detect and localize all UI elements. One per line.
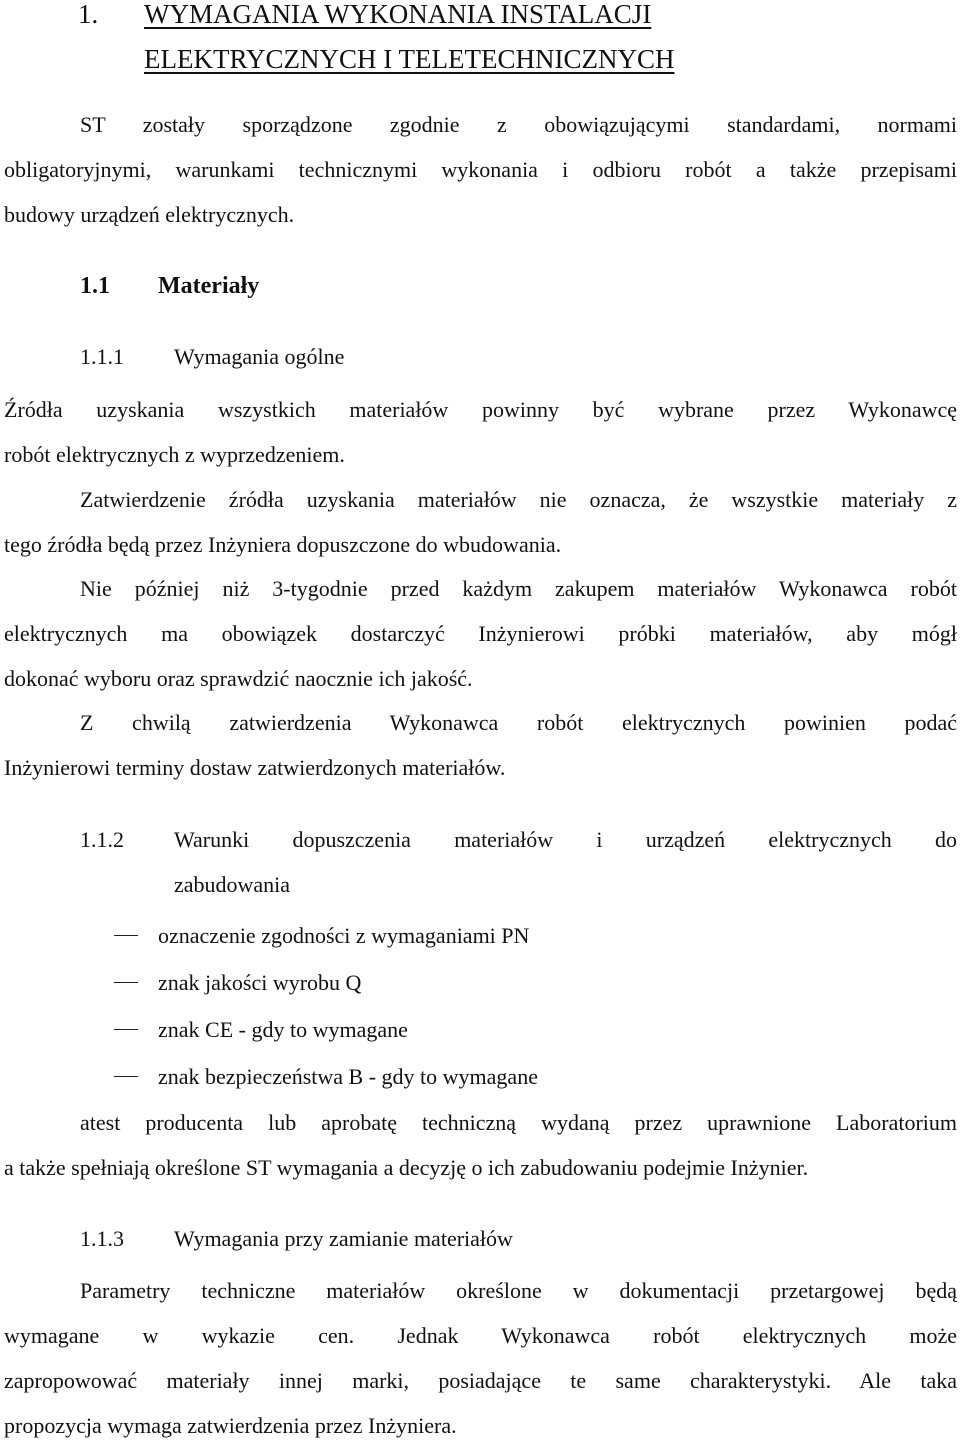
paragraph-line: dokonać wyboru oraz sprawdzić naocznie ich jakość. bbox=[4, 666, 473, 691]
paragraph-line: tego źródła będą przez Inżyniera dopuszczone do wbudowania. bbox=[4, 532, 562, 557]
paragraph-line: budowy urządzeń elektrycznych. bbox=[4, 202, 295, 227]
dash-bullet-icon bbox=[114, 1076, 138, 1077]
list-item-text: znak jakości wyrobu Q bbox=[158, 970, 362, 995]
list-item bbox=[114, 1010, 408, 1050]
paragraph-attestation bbox=[4, 1100, 957, 1190]
paragraph-line: atest producenta lub aprobatę techniczną wydaną przez uprawnione Laboratorium bbox=[80, 1110, 957, 1135]
list-item-text: znak CE - gdy to wymagane bbox=[158, 1017, 408, 1042]
subsubsection-title: Wymagania przy zamianie materiałów bbox=[174, 1226, 513, 1251]
section-title-line-2: ELEKTRYCZNYCH I TELETECHNICZNYCH bbox=[144, 44, 675, 74]
paragraph-line: Zatwierdzenie źródła uzyskania materiałów nie oznacza, że wszystkie materiały z bbox=[80, 487, 957, 512]
dash-bullet-icon bbox=[114, 982, 138, 983]
paragraph-approval bbox=[4, 477, 957, 567]
paragraph-line: Z chwilą zatwierdzenia Wykonawca robót elektrycznych powinien podać bbox=[80, 710, 957, 735]
dash-bullet-icon bbox=[114, 1029, 138, 1030]
subsubsection-number: 1.1.3 bbox=[80, 1226, 124, 1251]
paragraph-line: Parametry techniczne materiałów określone w dokumentacji przetargowej będą bbox=[80, 1278, 957, 1303]
dash-bullet-icon bbox=[114, 935, 138, 936]
subsubsection-number: 1.1.2 bbox=[80, 827, 124, 852]
paragraph-line: wymagane w wykazie cen. Jednak Wykonawca robót elektrycznych może bbox=[4, 1323, 957, 1348]
intro-paragraph bbox=[4, 102, 957, 237]
paragraph-line: robót elektrycznych z wyprzedzeniem. bbox=[4, 442, 345, 467]
paragraph-line: propozycja wymaga zatwierdzenia przez Inżyniera. bbox=[4, 1413, 457, 1438]
subsubsection-title-line-1: Warunki dopuszczenia materiałów i urządzeń elektrycznych do bbox=[174, 827, 957, 852]
paragraph-line: a także spełniają określone ST wymagania a decyzję o ich zabudowaniu podejmie Inżynier. bbox=[4, 1155, 809, 1180]
paragraph-samples bbox=[4, 566, 957, 701]
list-item bbox=[114, 916, 529, 956]
section-number: 1. bbox=[78, 0, 99, 29]
subsubsection-title: Wymagania ogólne bbox=[174, 344, 345, 369]
list-item-text: oznaczenie zgodności z wymaganiami PN bbox=[158, 923, 530, 948]
paragraph-line: obligatoryjnymi, warunkami technicznymi wykonania i odbioru robót a także przepisami bbox=[4, 157, 957, 182]
paragraph-sources bbox=[4, 387, 957, 477]
list-item bbox=[114, 963, 361, 1003]
list-item bbox=[114, 1057, 538, 1097]
paragraph-line: Inżynierowi terminy dostaw zatwierdzonych materiałów. bbox=[4, 755, 506, 780]
paragraph-line: ST zostały sporządzone zgodnie z obowiązującymi standardami, normami bbox=[80, 112, 957, 137]
paragraph-line: Źródła uzyskania wszystkich materiałów powinny być wybrane przez Wykonawcę bbox=[4, 397, 957, 422]
section-title-line-1: WYMAGANIA WYKONANIA INSTALACJI bbox=[144, 0, 652, 29]
paragraph-line: Nie później niż 3-tygodnie przed każdym zakupem materiałów Wykonawca robót bbox=[80, 576, 957, 601]
paragraph-line: elektrycznych ma obowiązek dostarczyć Inżynierowi próbki materiałów, aby mógł bbox=[4, 621, 957, 646]
list-item-text: znak bezpieczeństwa B - gdy to wymagane bbox=[158, 1064, 538, 1089]
subsection-number: 1.1 bbox=[80, 273, 110, 299]
paragraph-line: zapropowować materiały innej marki, posiadające te same charakterystyki. Ale taka bbox=[4, 1368, 957, 1393]
paragraph-delivery bbox=[4, 700, 957, 790]
subsubsection-title-line-2: zabudowania bbox=[174, 872, 291, 897]
paragraph-substitution bbox=[4, 1268, 957, 1448]
subsection-title: Materiały bbox=[158, 273, 260, 299]
subsubsection-number: 1.1.1 bbox=[80, 344, 124, 369]
